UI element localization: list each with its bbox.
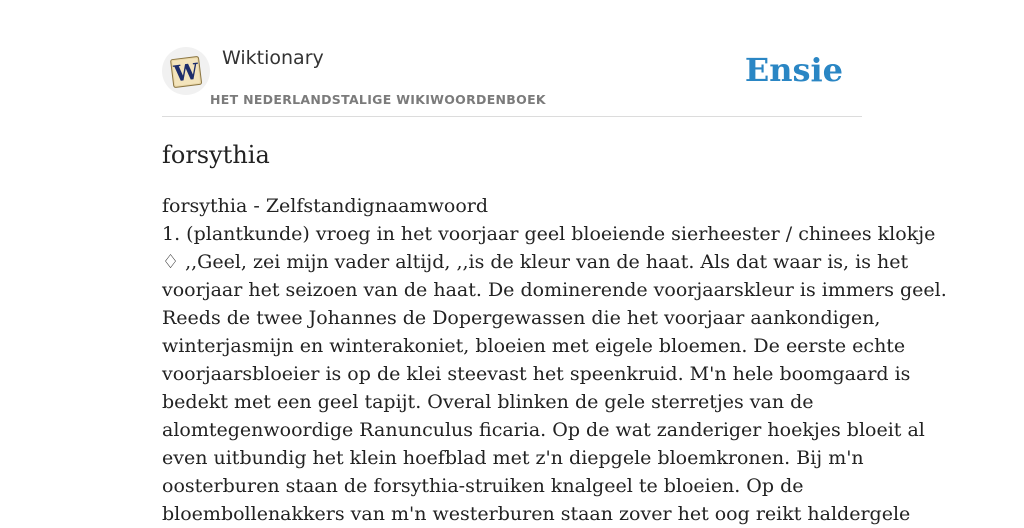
entry-line: oosterburen staan de forsythia-struiken knalgeel te bloeien. Op de: [162, 475, 804, 497]
entry-content: [162, 192, 947, 528]
entry-line: Reeds de twee Johannes de Dopergewassen die het voorjaar aankondigen,: [162, 307, 881, 329]
entry-line: voorjaar het seizoen van de haat. De dominerende voorjaarskleur is immers geel.: [162, 279, 947, 301]
entry-line: forsythia - Zelfstandignaamwoord: [162, 195, 489, 217]
wiktionary-logo-tile: [162, 47, 210, 95]
wiktionary-logo-icon[interactable]: [162, 47, 210, 95]
entry-title: forsythia: [162, 141, 270, 169]
entry-line: even uitbundig het klein hoefblad met z'n diepgele bloemkronen. Bij m'n: [162, 447, 864, 469]
entry-line: voorjaarsbloeier is op de klei steevast het speenkruid. M'n hele boomgaard is: [162, 363, 911, 385]
entry-line: 1. (plantkunde) vroeg in het voorjaar geel bloeiende sierheester / chinees klokje: [162, 223, 936, 245]
ensie-brand-link[interactable]: Ensie: [744, 51, 843, 89]
site-tagline: HET NEDERLANDSTALIGE WIKIWOORDENBOEK: [210, 92, 546, 107]
entry-line: bloembollenakkers van m'n westerburen staan zover het oog reikt haldergele: [162, 503, 911, 525]
site-name[interactable]: Wiktionary: [222, 47, 324, 69]
logo-letter: W: [172, 58, 201, 88]
entry-line: alomtegenwoordige Ranunculus ficaria. Op de wat zanderiger hoekjes bloeit al: [162, 419, 925, 441]
entry-line: bedekt met een geel tapijt. Overal blinken de gele sterretjes van de: [162, 391, 814, 413]
entry-line: winterjasmijn en winterakoniet, bloeien met eigele bloemen. De eerste echte: [162, 335, 906, 357]
site-header: [162, 40, 862, 117]
entry-line: ♢ ,,Geel, zei mijn vader altijd, ,,is de kleur van de haat. Als dat waar is, is het: [162, 251, 909, 273]
